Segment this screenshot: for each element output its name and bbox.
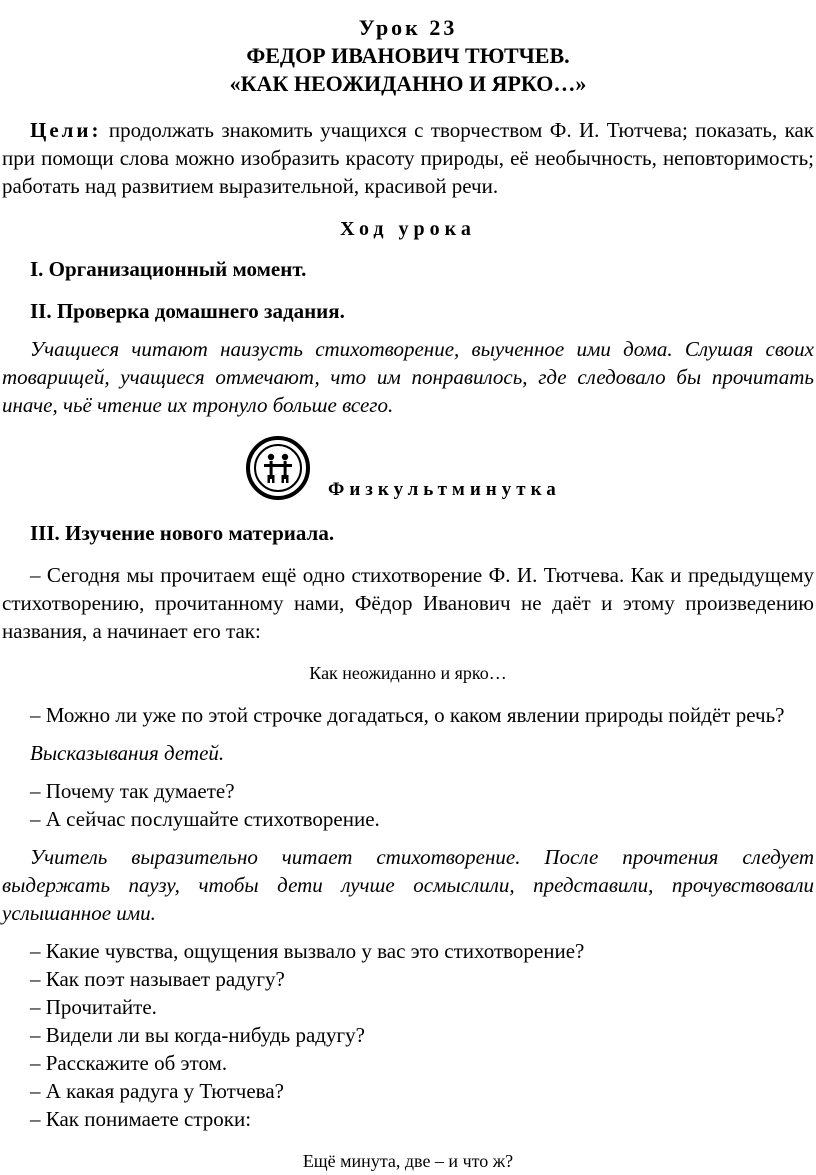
listen-prompt: – А сейчас послушайте стихотворение.: [30, 807, 380, 831]
teacher-intro: – Сегодня мы прочитаем ещё одно стихотворение Ф. И. Тютчева. Как и предыдущему стихотворению, прочитанному нами, Фёдор Иванович не даёт и этому произведению названия, а начинает его так:: [2, 563, 814, 643]
section-heading-1: I. Организационный момент.: [30, 257, 307, 281]
course-heading: Ход урока: [340, 218, 476, 240]
physical-break-label: Физкультминутка: [328, 479, 561, 500]
author-title: ФЕДОР ИВАНОВИЧ ТЮТЧЕВ.: [246, 43, 570, 68]
children-answers: Высказывания детей.: [30, 741, 225, 765]
list-item: – Расскажите об этом.: [30, 1051, 228, 1075]
question-guess: – Можно ли уже по этой строчке догадаться, о каком явлении природы пойдёт речь?: [30, 703, 785, 727]
list-item: – Как поэт называет радугу?: [30, 967, 285, 991]
physical-break: [2, 435, 814, 509]
list-item: – Какие чувства, ощущения вызвало у вас это стихотворение?: [30, 939, 585, 963]
goals-label: Цели:: [30, 118, 102, 142]
goals-paragraph: [2, 116, 814, 200]
poem-quote-2: Ещё минута, две – и что ж?: [302, 1151, 514, 1171]
section-heading-3: III. Изучение нового материала.: [30, 521, 335, 545]
poem-quote-1: Как неожиданно и ярко…: [309, 663, 507, 683]
list-item: – Прочитайте.: [30, 995, 157, 1019]
poem-title: «КАК НЕОЖИДАННО И ЯРКО…»: [229, 71, 587, 96]
teacher-reading: Учитель выразительно читает стихотворение. После прочтения следует выдержать паузу, чтобы дети лучше осмыслили, представили, прочувствовали услышанное ими.: [2, 845, 814, 925]
section-heading-2: II. Проверка домашнего задания.: [30, 299, 345, 323]
list-item: – Как понимаете строки:: [30, 1107, 252, 1131]
homework-text: Учащиеся читают наизусть стихотворение, выученное ими дома. Слушая своих товарищей, учащиеся отмечают, что им понравилось, где следовало бы прочитать иначе, чьё чтение их тронуло больше всего.: [2, 337, 814, 417]
goals-text: продолжать знакомить учащихся с творчеством Ф. И. Тютчева; показать, как при помощи слова можно изобразить красоту природы, её необычность, неповторимость; работать над развитием выразительной, красивой речи.: [2, 118, 814, 198]
lesson-number: Урок 23: [358, 15, 458, 40]
list-item: – А какая радуга у Тютчева?: [30, 1079, 284, 1103]
exercise-icon: [245, 435, 311, 501]
question-why: – Почему так думаете?: [30, 779, 235, 803]
list-item: – Видели ли вы когда-нибудь радугу?: [30, 1023, 365, 1047]
